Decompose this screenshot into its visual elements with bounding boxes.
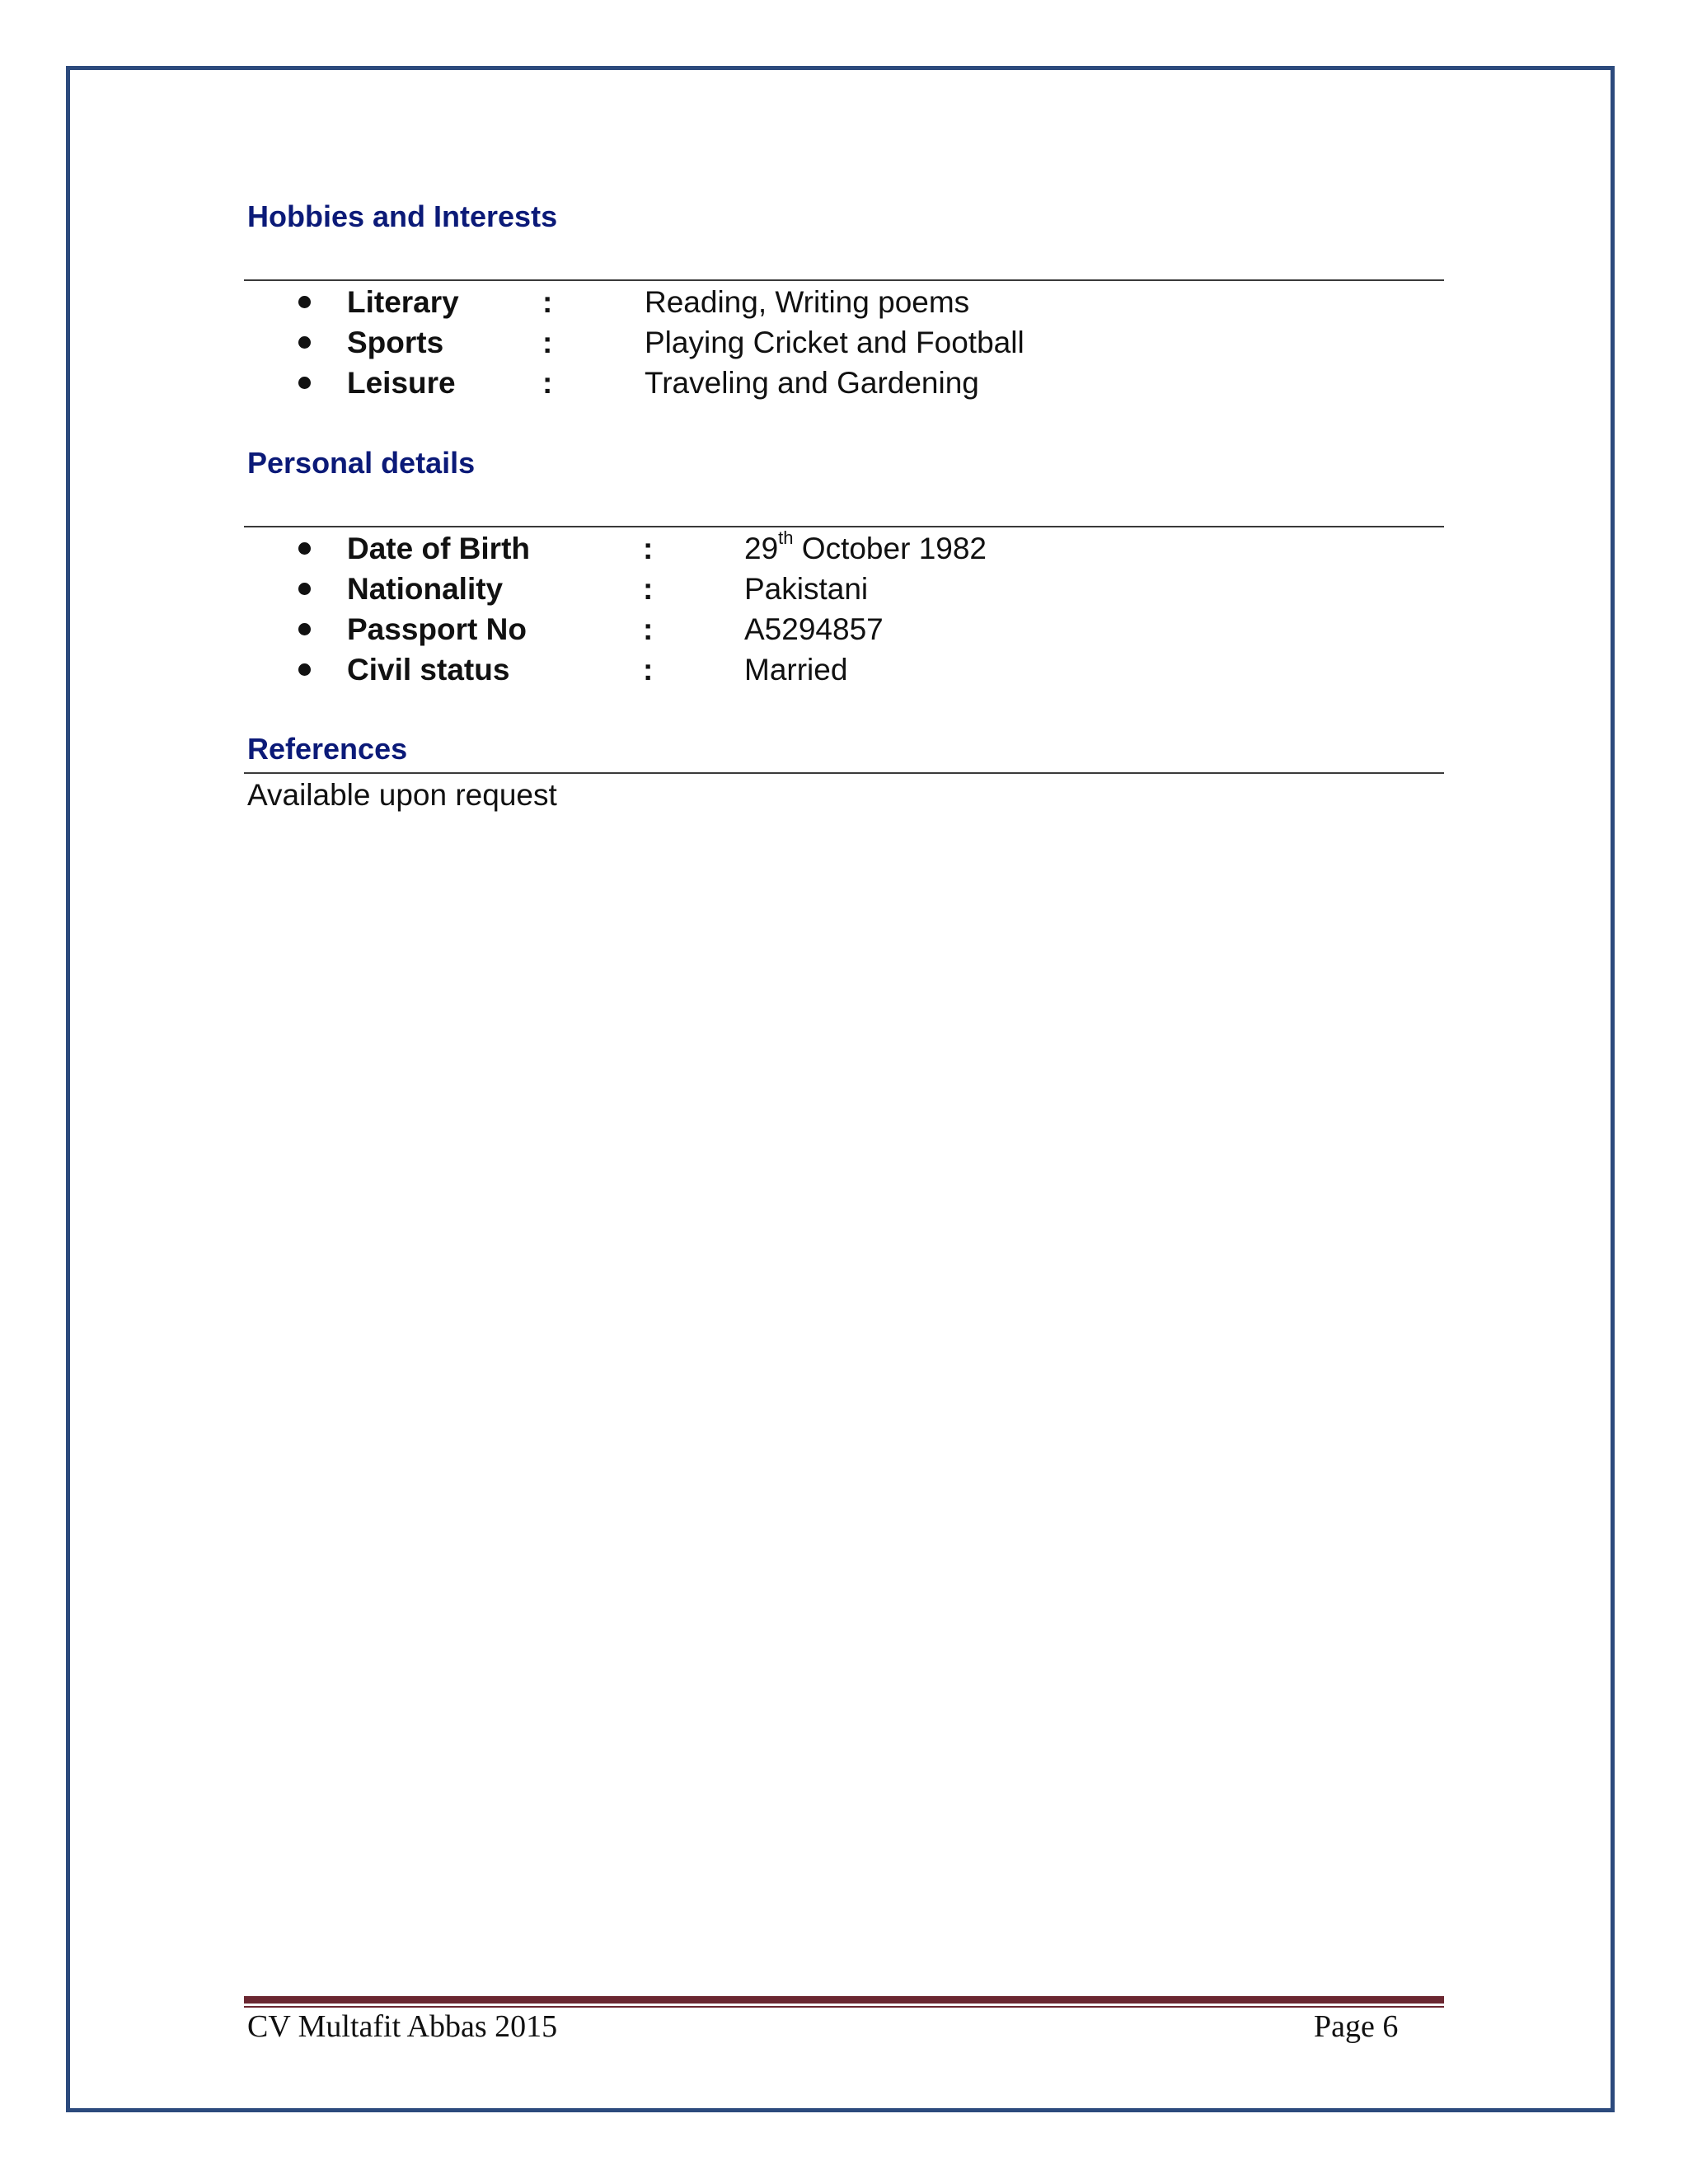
hobby-value: Reading, Writing poems [645,285,970,319]
bullet-icon [298,377,311,389]
footer-title: CV Multafit Abbas 2015 [247,2009,558,2044]
hobbies-heading: Hobbies and Interests [247,199,558,233]
hobbies-divider [244,279,1444,281]
separator-colon: : [542,366,553,400]
bullet-icon [298,542,311,555]
bullet-icon [298,336,311,349]
bullet-icon [298,663,311,676]
separator-colon: : [643,572,654,606]
hobby-label: Leisure [347,366,456,400]
references-text: Available upon request [247,778,557,812]
personal-details-heading: Personal details [247,446,476,480]
footer-page-number: Page 6 [1314,2009,1399,2044]
separator-colon: : [542,326,553,359]
bullet-icon [298,583,311,595]
separator-colon: : [643,612,654,646]
separator-colon: : [643,653,654,687]
personal-details-divider [244,526,1444,527]
detail-label: Civil status [347,653,510,687]
detail-label: Date of Birth [347,532,530,565]
footer-divider [244,1996,1444,2004]
detail-label: Nationality [347,572,504,606]
detail-value: Pakistani [744,572,869,606]
dob-month-year: October 1982 [793,532,987,565]
dob-ordinal-suffix: th [778,527,794,548]
detail-value: A5294857 [744,612,884,646]
date-of-birth-value [744,527,987,568]
dob-day: 29 [744,532,779,565]
detail-label: Passport No [347,612,527,646]
references-heading: References [247,732,408,766]
hobby-value: Traveling and Gardening [645,366,979,400]
detail-value: Married [744,653,848,687]
hobby-label: Literary [347,285,459,319]
hobby-label: Sports [347,326,444,359]
bullet-icon [298,623,311,635]
separator-colon: : [643,532,654,565]
separator-colon: : [542,285,553,319]
hobby-value: Playing Cricket and Football [645,326,1025,359]
footer-divider-thin [244,2006,1444,2008]
references-divider [244,772,1444,774]
bullet-icon [298,296,311,308]
